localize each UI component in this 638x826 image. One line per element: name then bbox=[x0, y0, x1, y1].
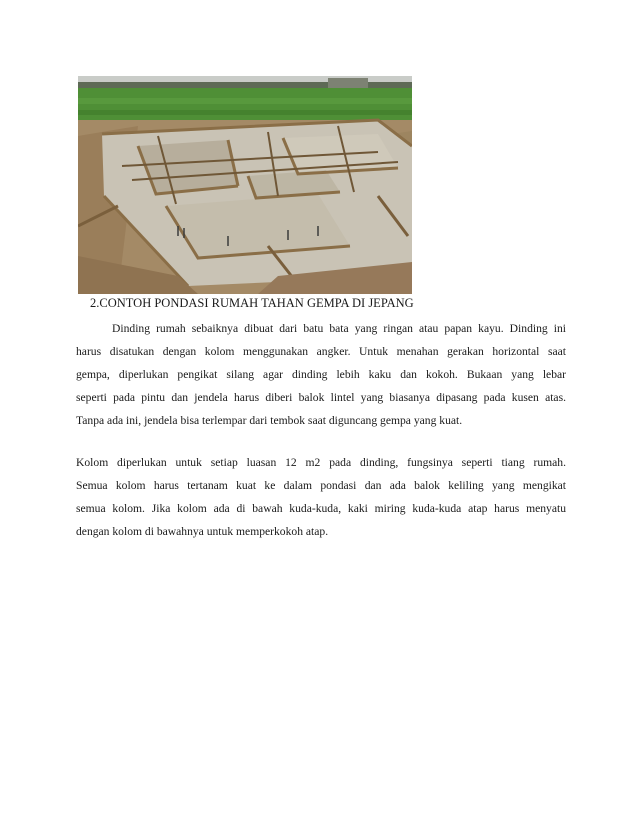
text-line: Dinding rumah sebaiknya dibuat dari batu bata yang ringan atau papan kayu. Dinding ini bbox=[112, 322, 566, 335]
text-line: Tanpa ada ini, jendela bisa terlempar dari tembok saat diguncang gempa yang kuat. bbox=[76, 414, 463, 427]
foundation-photo bbox=[78, 76, 412, 294]
paragraph-columns bbox=[76, 451, 566, 543]
text-line: gempa, diperlukan pengikat silang agar dinding lebih kaku dan kokoh. Bukaan yang lebar bbox=[76, 368, 566, 381]
text-line: Kolom diperlukan untuk setiap luasan 12 m2 pada dinding, fungsinya seperti tiang rumah. bbox=[76, 456, 566, 469]
paragraph-walls bbox=[76, 317, 566, 432]
section-heading: 2.CONTOH PONDASI RUMAH TAHAN GEMPA DI JEPANG bbox=[90, 296, 414, 310]
text-line: Semua kolom harus tertanam kuat ke dalam pondasi dan ada balok keliling yang mengikat bbox=[76, 479, 566, 492]
text-line: dengan kolom di bawahnya untuk memperkokoh atap. bbox=[76, 525, 329, 538]
text-line: semua kolom. Jika kolom ada di bawah kuda-kuda, kaki miring kuda-kuda atap harus menyatu bbox=[76, 502, 566, 515]
text-line: seperti pada pintu dan jendela harus diberi balok lintel yang biasanya dipasang pada kusen atas. bbox=[76, 391, 566, 404]
text-line: harus disatukan dengan kolom menggunakan angker. Untuk menahan gerakan horizontal saat bbox=[76, 345, 566, 358]
